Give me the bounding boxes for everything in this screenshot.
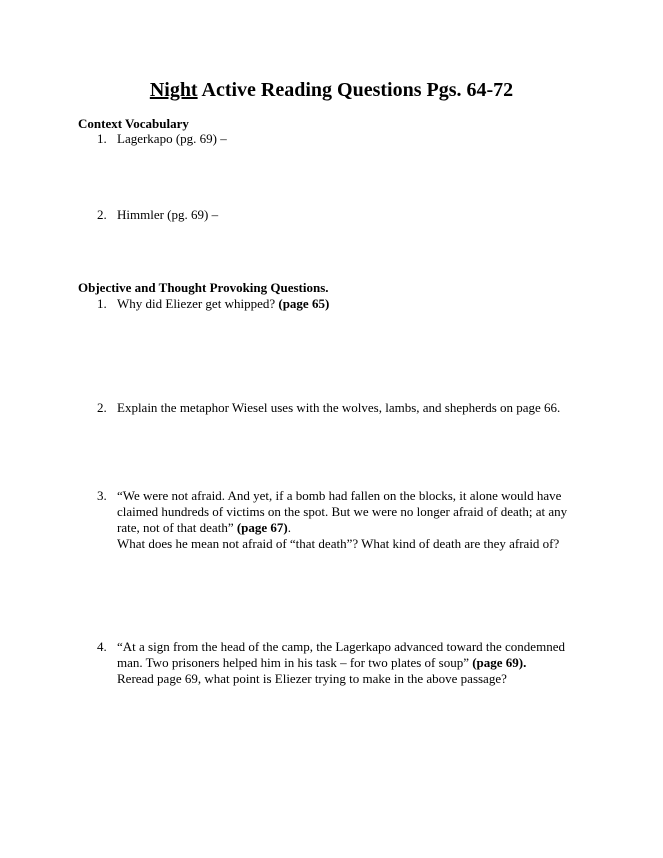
page-reference: (page 65) (278, 296, 330, 311)
book-title: Night (149, 79, 198, 101)
question-number: 3. (97, 488, 107, 503)
question-quote-line: “We were not afraid. And yet, if a bomb had fallen on the blocks, it alone would have (117, 488, 562, 503)
page-reference: (page 69). (472, 655, 527, 670)
question-quote-line: rate, not of that death” (117, 520, 237, 535)
vocab-item-text: Lagerkapo (pg. 69) – (117, 131, 227, 146)
question-quote-line: man. Two prisoners helped him in his task – for two plates of soup” (117, 655, 473, 670)
context-vocabulary-heading: Context Vocabulary (78, 116, 189, 131)
vocab-item-number: 2. (97, 207, 107, 222)
punctuation: . (287, 520, 292, 535)
question-text: Explain the metaphor Wiesel uses with the wolves, lambs, and shepherds on page 66. (117, 400, 561, 415)
question-quote-line: “At a sign from the head of the camp, the Lagerkapo advanced toward the condemned (117, 639, 565, 654)
question-number: 1. (97, 296, 107, 311)
question-number: 4. (97, 639, 107, 654)
question-text: Reread page 69, what point is Eliezer trying to make in the above passage? (117, 671, 507, 686)
vocab-item-number: 1. (97, 131, 107, 146)
page-title (0, 78, 663, 102)
page-reference: (page 67) (236, 520, 288, 535)
title-rest: Active Reading Questions Pgs. 64-72 (197, 79, 514, 101)
question-text: Why did Eliezer get whipped? (117, 296, 279, 311)
question-number: 2. (97, 400, 107, 415)
question-quote-line: claimed hundreds of victims on the spot. But we were no longer afraid of death; at any (117, 504, 568, 519)
vocab-item-text: Himmler (pg. 69) – (117, 207, 219, 222)
question-text: What does he mean not afraid of “that death”? What kind of death are they afraid of? (117, 536, 560, 551)
questions-heading: Objective and Thought Provoking Questions. (78, 280, 329, 295)
